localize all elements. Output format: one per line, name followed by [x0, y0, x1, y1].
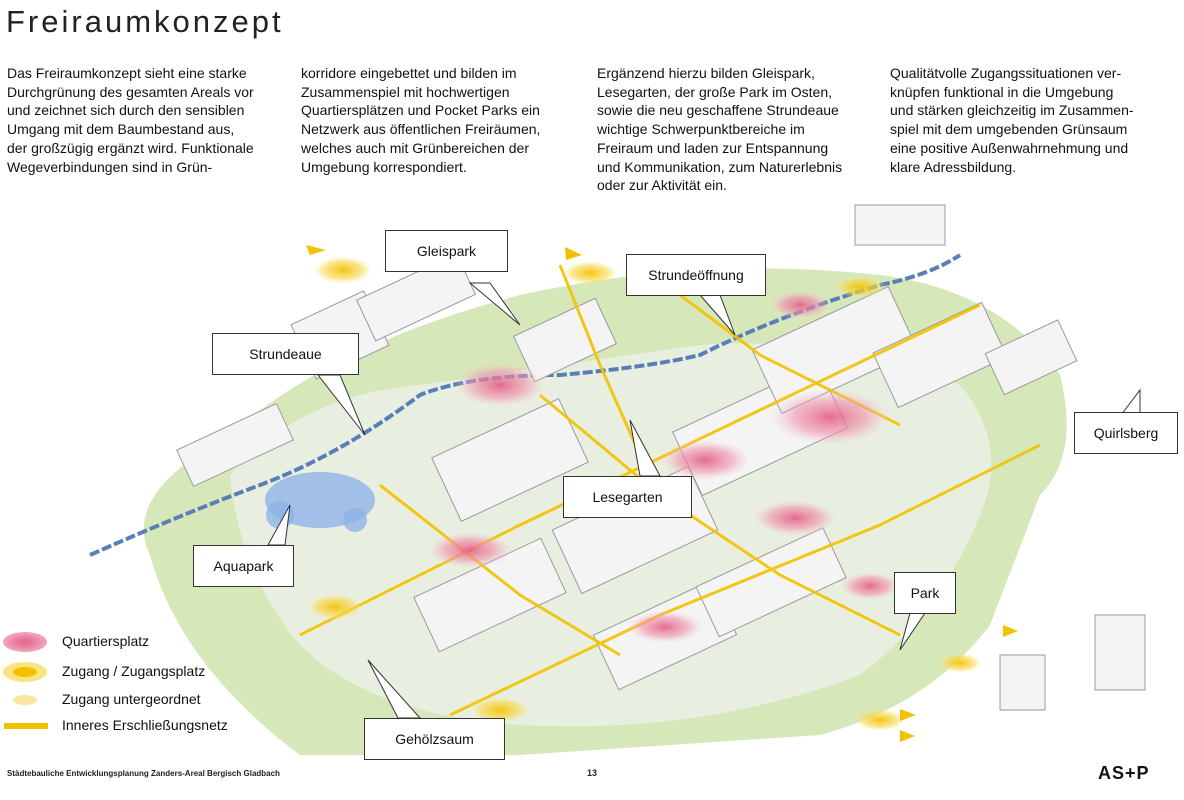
callout-gehoelzsaum: Gehölzsaum	[364, 718, 505, 760]
page-title: Freiraumkonzept	[6, 4, 284, 39]
legend-zugang-label: Zugang / Zugangsplatz	[62, 663, 206, 679]
callout-lesegarten: Lesegarten	[563, 476, 692, 518]
legend-zugang-untergeordnet-label: Zugang untergeordnet	[62, 691, 201, 707]
callout-quirlsberg: Quirlsberg	[1074, 412, 1178, 454]
intro-text-column-1: Das Freiraumkonzept sieht eine starke Durchgrünung des gesamten Areals vor und zeichnet sich durch den sensiblen Umgang mit dem Baumbestand aus, der großzügig ergänzt wird. Funktionale Wegeverbindungen sind in Grün-	[7, 65, 254, 175]
callout-gleispark: Gleispark	[385, 230, 508, 272]
intro-text-column-2: korridore eingebettet und bilden im Zusammenspiel mit hochwertigen Quartiersplätzen und Pocket Parks ein Netzwerk aus öffentlichen Freiräumen, welches auch mit Grünbereichen der Umgebung korrespondiert.	[301, 65, 541, 175]
callout-park: Park	[894, 572, 956, 614]
legend-erschliessung-swatch	[0, 714, 50, 738]
legend-zugang-untergeordnet-swatch	[0, 688, 50, 712]
intro-text-column-4: Qualitätvolle Zugangssituationen ver- knüpfen funktional in die Umgebung und stärken gleichzeitig im Zusammen- spiel mit dem umgebenden Grünsaum eine positive Außenwahrnehmung und klare Adressbildung.	[890, 65, 1134, 175]
legend-zugang-swatch	[0, 660, 50, 684]
legend-quartiersplatz-label: Quartiersplatz	[62, 633, 150, 649]
footer-project-title: Städtebauliche Entwicklungsplanung Zanders-Areal Bergisch Gladbach	[7, 769, 280, 778]
page-number: 13	[587, 768, 598, 778]
legend-zugang-untergeordnet	[0, 688, 300, 712]
asp-logo: AS+P	[1098, 763, 1150, 783]
legend-erschliessung	[0, 714, 300, 738]
legend-erschliessung-label: Inneres Erschließungsnetz	[62, 717, 228, 733]
legend-zugang	[0, 660, 300, 684]
intro-text-column-3: Ergänzend hierzu bilden Gleispark, Lesegarten, der große Park im Osten, sowie die neu geschaffene Strundeaue wichtige Schwerpunktbereiche im Freiraum und laden zur Entspannung und Kommunikation, zum Naturerlebnis oder zur Aktivität ein.	[597, 65, 843, 194]
callout-strundeoeffnung: Strundeöffnung	[626, 254, 766, 296]
callout-strundeaue: Strundeaue	[212, 333, 359, 375]
legend-quartiersplatz	[0, 630, 300, 654]
legend-quartiersplatz-swatch	[0, 630, 50, 654]
callout-aquapark: Aquapark	[193, 545, 294, 587]
